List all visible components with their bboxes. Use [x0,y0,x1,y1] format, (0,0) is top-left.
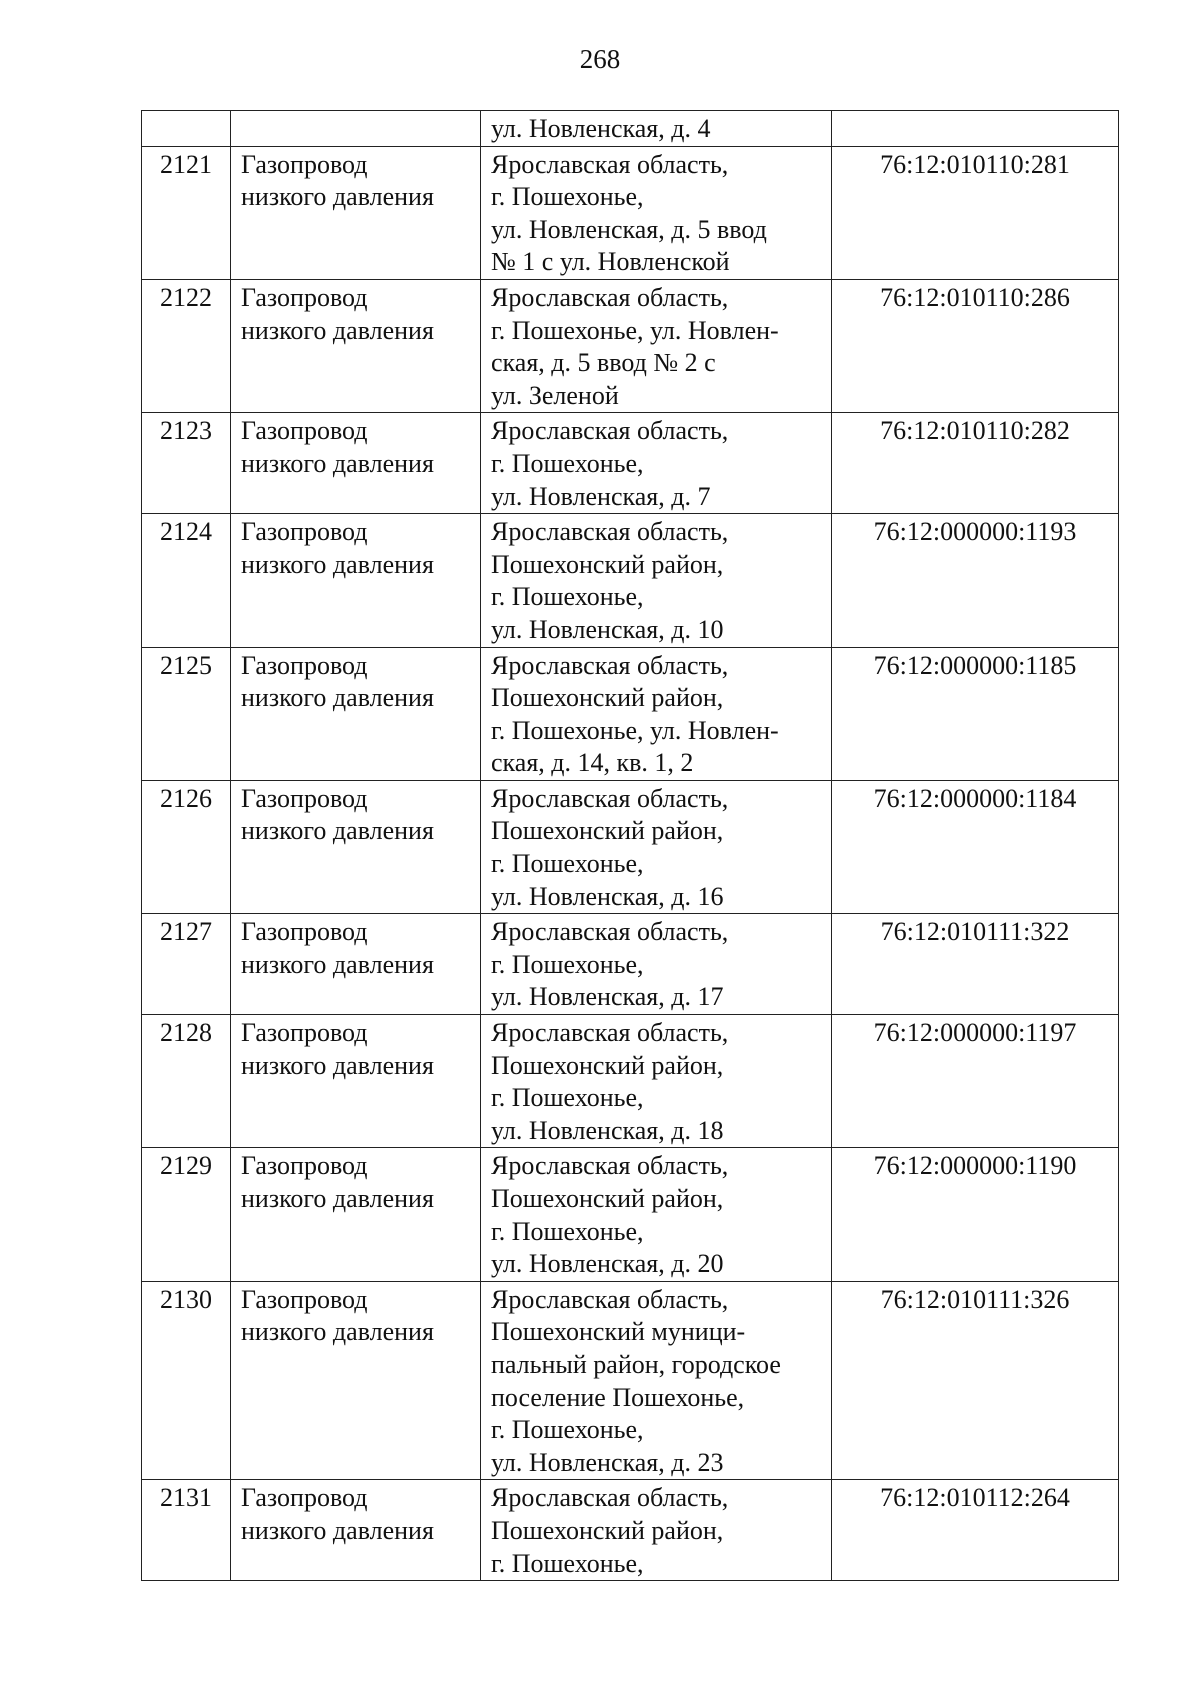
address-cell [481,780,832,913]
address-line: пальный район, городское [491,1349,781,1379]
row-number: 2128 [142,1015,231,1148]
object-name-line: низкого давления [241,448,434,478]
table-row [142,914,1119,1015]
address-line: г. Пошехонье, [491,1083,644,1113]
row-number: 2126 [142,780,231,913]
address-line: ул. Новленская, д. 16 [491,881,724,911]
table-row [142,146,1119,279]
object-name-line: низкого давления [241,683,434,713]
cadastral-number-cell [832,111,1119,147]
cadastral-number: 76:12:010110:282 [832,413,1119,514]
address-cell [481,111,832,147]
address-line: Пошехонский район, [491,816,724,846]
address-line: Пошехонский муници- [491,1317,746,1347]
address-line: Пошехонский район, [491,683,724,713]
address-cell [481,647,832,780]
address-line: ул. Новленская, д. 10 [491,614,724,644]
object-name-line: Газопровод [241,517,368,547]
address-line: Ярославская область, [491,1018,729,1048]
address-line: Пошехонский район, [491,1184,724,1213]
object-name-line: Газопровод [241,917,368,947]
page-number: 268 [579,44,621,74]
row-number: 2125 [142,647,231,780]
row-number: 2124 [142,514,231,647]
address-line: ская, д. 5 ввод № 2 с [491,348,716,378]
object-name-line: низкого давления [241,1515,434,1545]
object-name-cell [231,279,481,412]
object-name-line: Газопровод [241,783,368,813]
address-line: Ярославская область, [491,917,729,947]
object-name-cell [231,1480,481,1581]
address-line: Ярославская область, [491,282,729,312]
object-name-cell [231,914,481,1015]
address-line: ул. Новленская, д. 17 [491,982,724,1012]
object-name-line: низкого давления [241,549,434,579]
address-line: ул. Новленская, д. 18 [491,1115,724,1145]
address-line: ул. Новленская, д. 7 [491,481,711,511]
cadastral-number: 76:12:010110:286 [832,279,1119,412]
object-name-cell [231,1281,481,1480]
object-name-cell [231,780,481,913]
table-row [142,1015,1119,1148]
table-row [142,514,1119,647]
row-number: 2121 [142,146,231,279]
address-line: Пошехонский район, [491,549,724,579]
object-name-line: низкого давления [241,1184,434,1213]
object-name-line: Газопровод [241,149,368,179]
address-cell [481,413,832,514]
object-name-line: Газопровод [241,1151,368,1181]
object-name-line: низкого давления [241,182,434,212]
object-name-line: низкого давления [241,1050,434,1080]
cadastral-number: 76:12:000000:1190 [832,1148,1119,1281]
object-name-cell [231,413,481,514]
address-line: г. Пошехонье, [491,448,644,478]
row-number: 2122 [142,279,231,412]
cadastral-number: 76:12:000000:1184 [832,780,1119,913]
address-line: г. Пошехонье, [491,582,644,612]
table-row [142,413,1119,514]
cadastral-number: 76:12:000000:1185 [832,647,1119,780]
object-name-line: Газопровод [241,1018,368,1048]
cadastral-number: 76:12:010110:281 [832,146,1119,279]
object-name-line: Газопровод [241,1483,368,1513]
address-line: Ярославская область, [491,783,729,813]
cadastral-number: 76:12:010111:326 [832,1281,1119,1480]
table-row [142,1480,1119,1581]
address-line: ул. Новленская, д. 23 [491,1447,724,1477]
object-name-line: Газопровод [241,650,368,680]
address-line: Ярославская область, [491,1284,729,1314]
address-line: поселение Пошехонье, [491,1382,745,1412]
cadastral-number: 76:12:010111:322 [832,914,1119,1015]
address-line: г. Пошехонье, [491,1415,644,1445]
address-cell [481,146,832,279]
address-line: ул. Новленская, д. 20 [491,1249,724,1279]
object-name-line: низкого давления [241,816,434,846]
address-cell [481,914,832,1015]
address-line: г. Пошехонье, [491,949,644,979]
table-row [142,1148,1119,1281]
object-name-cell [231,111,481,147]
address-line: Ярославская область, [491,149,729,179]
object-name-line: Газопровод [241,1284,368,1314]
object-name-line: низкого давления [241,949,434,979]
address-line: ская, д. 14, кв. 1, 2 [491,748,694,778]
gas-pipeline-registry-table [141,110,1119,1581]
object-name-cell [231,1148,481,1281]
address-line: № 1 с ул. Новленской [491,247,730,277]
row-number: 2127 [142,914,231,1015]
address-line: г. Пошехонье, [491,1216,644,1246]
object-name-line: низкого давления [241,315,434,345]
table-row [142,647,1119,780]
address-cell [481,514,832,647]
address-cell [481,1480,832,1581]
row-number: 2129 [142,1148,231,1281]
address-line: г. Пошехонье, [491,182,644,212]
address-cell [481,1148,832,1281]
object-name-cell [231,647,481,780]
address-line: ул. Новленская, д. 4 [491,114,711,143]
address-cell [481,279,832,412]
object-name-cell [231,146,481,279]
cadastral-number: 76:12:000000:1193 [832,514,1119,647]
object-name-cell [231,514,481,647]
address-line: Пошехонский район, [491,1050,724,1080]
cadastral-number: 76:12:000000:1197 [832,1015,1119,1148]
address-line: г. Пошехонье, ул. Новлен- [491,315,779,345]
object-name-line: Газопровод [241,416,368,446]
object-name-line: Газопровод [241,282,368,312]
address-line: ул. Новленская, д. 5 ввод [491,214,767,244]
table-row-continuation [142,111,1119,147]
address-line: г. Пошехонье, [491,1548,644,1578]
address-line: Ярославская область, [491,517,729,547]
row-number-cell [142,111,231,147]
address-line: г. Пошехонье, ул. Новлен- [491,715,779,745]
address-line: ул. Зеленой [491,380,619,410]
row-number: 2130 [142,1281,231,1480]
address-line: Ярославская область, [491,416,729,446]
table-row [142,279,1119,412]
address-line: Ярославская область, [491,650,729,680]
row-number: 2131 [142,1480,231,1581]
object-name-line: низкого давления [241,1317,434,1347]
object-name-cell [231,1015,481,1148]
address-line: Ярославская область, [491,1483,729,1513]
table-row [142,1281,1119,1480]
table-row [142,780,1119,913]
address-cell [481,1281,832,1480]
cadastral-number: 76:12:010112:264 [832,1480,1119,1581]
address-line: Ярославская область, [491,1151,729,1181]
row-number: 2123 [142,413,231,514]
address-line: г. Пошехонье, [491,849,644,879]
address-cell [481,1015,832,1148]
address-line: Пошехонский район, [491,1515,724,1545]
